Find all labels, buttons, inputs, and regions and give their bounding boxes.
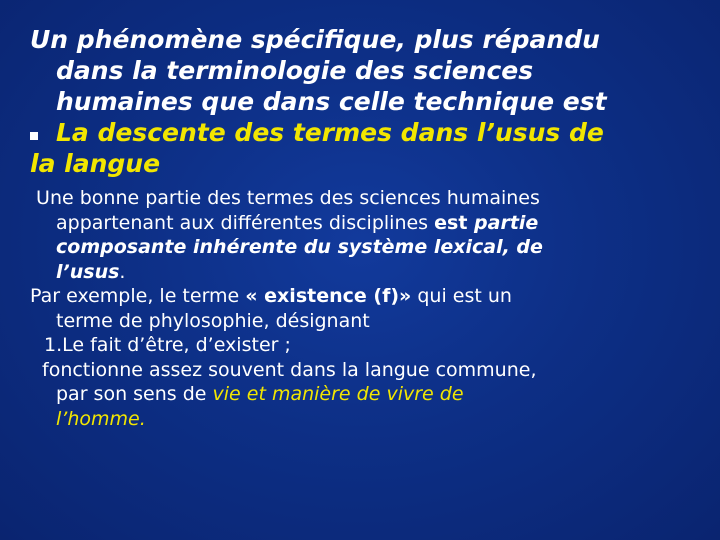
para2-line-1 <box>30 284 700 309</box>
para2-term: « existence (f)» <box>245 285 412 307</box>
para2-line-6: l’homme. <box>56 407 146 430</box>
para2-line-5-yellow: vie et manière de vivre de <box>212 383 464 405</box>
heading-line-3: humaines que dans celle technique est <box>56 87 607 116</box>
slide-body <box>30 186 700 431</box>
para2-line-2: terme de phylosophie, désignant <box>56 309 370 332</box>
bullet-line-2: la langue <box>30 149 161 178</box>
para1-line-2-bolditalic: partie <box>467 211 539 234</box>
para2-line-1-b: qui est un <box>411 285 512 307</box>
para1-line-3: composante inhérente du système lexical, de <box>56 236 543 258</box>
para1-line-2-bold: est <box>434 211 468 234</box>
para2-line-3: 1.Le fait d’être, d’exister ; <box>44 334 291 356</box>
square-bullet-icon <box>30 132 38 140</box>
heading-line-1: Un phénomène spécifique, plus répandu <box>30 25 600 54</box>
bullet-line-1: La descente des termes dans l’usus de <box>56 118 604 147</box>
para1-line-4-term: l’usus <box>56 260 120 283</box>
heading-line-2: dans la terminologie des sciences <box>56 56 534 85</box>
bullet-item <box>30 117 700 179</box>
para1-line-4 <box>30 260 700 285</box>
para1-line-1: Une bonne partie des termes des sciences humaines <box>30 187 540 209</box>
para1-line-2-plain: appartenant aux différentes disciplines <box>56 211 435 234</box>
slide-heading <box>30 24 700 117</box>
para2-line-5-a: par son sens de <box>56 383 213 405</box>
bullet-text <box>30 117 700 179</box>
para2-line-1-a: Par exemple, le terme <box>30 285 246 307</box>
para2-line-5 <box>30 382 700 407</box>
para2-line-4: fonctionne assez souvent dans la langue commune, <box>42 358 537 381</box>
para1-line-2 <box>30 211 700 236</box>
para1-line-4-end: . <box>119 260 126 283</box>
